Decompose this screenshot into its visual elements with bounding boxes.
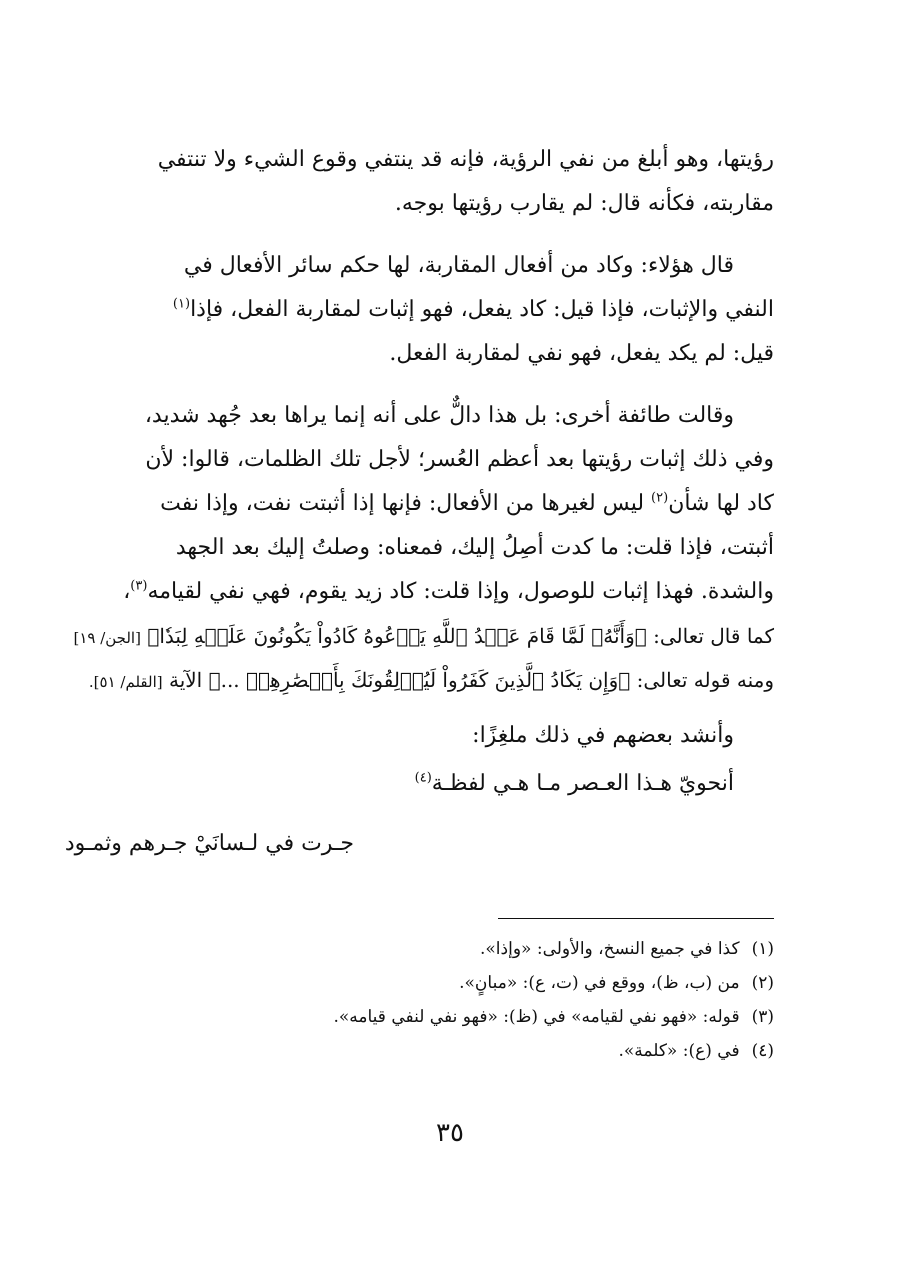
quran-line: [73, 614, 774, 658]
footnote-ref: (٣): [130, 578, 148, 594]
text-line: وقالت طائفة أخرى: بل هذا دالٌّ على أنه إنما يراها بعد جُهد شديد،: [144, 403, 734, 428]
footnote-text: من (ب، ظ)، ووقع في (ت، ع): «مبانٍ».: [459, 973, 740, 993]
footnote-number: (٤): [751, 1041, 774, 1061]
footnote: [126, 966, 774, 1000]
text-segment: النفي والإثبات، فإذا قيل: كاد يفعل، فهو إثبات لمقاربة الفعل، فإذا: [190, 297, 774, 322]
text-segment: كاد لها شأن: [668, 491, 774, 516]
footnote: [126, 932, 774, 966]
text-line: أثبتت، فإذا قلت: ما كدت أصِلُ إليك، فمعناه: وصلتُ إليك بعد الجهد: [175, 535, 774, 560]
text-line: قيل: لم يكد يفعل، فهو نفي لمقاربة الفعل.: [389, 341, 774, 366]
text-line: رؤيتها، وهو أبلغ من نفي الرؤية، فإنه قد ينتفي وقوع الشيء ولا تنتفي: [157, 147, 774, 172]
text-line: قال هؤلاء: وكاد من أفعال المقاربة، لها حكم سائر الأفعال في: [183, 253, 734, 278]
quran-line: [88, 658, 774, 702]
page-number: ٣٥: [436, 1118, 464, 1148]
footnote: [126, 1000, 774, 1034]
verse-reference: [القلم/ ٥١].: [88, 673, 163, 691]
footnote-ref: (٤): [414, 770, 432, 786]
quran-verse: كما قال تعالى: ﴿وَأَنَّهُۥ لَمَّا قَامَ عَبۡدُ ٱللَّهِ يَدۡعُوهُ كَادُواْ يَكُونُونَ عَلَيۡهِ لِبَدٗا﴾: [147, 624, 774, 648]
text-segment: والشدة. فهذا إثبات للوصول، وإذا قلت: كاد زيد يقوم، فهي نفي لقيامه: [147, 579, 774, 604]
text-segment: أنحويّ هـذا العـصر مـا هـي لفظـة: [431, 771, 734, 796]
text-line: مقاربته، فكأنه قال: لم يقارب رؤيتها بوجه.: [394, 191, 774, 216]
text-segment: ليس لغيرها من الأفعال: فإنها إذا أثبتت نفت، وإذا نفت: [160, 491, 645, 516]
footnote-ref: (٢): [651, 490, 669, 506]
footnote-text: كذا في جميع النسخ، والأولى: «وإذا».: [480, 939, 740, 959]
footnote-separator: [498, 918, 774, 919]
poem-verse-second-half: جـرت في لـسانَيْ جـرهم وثمـود: [64, 831, 354, 856]
text-line: وأنشد بعضهم في ذلك ملغِزًا:: [472, 723, 734, 748]
footnote: [126, 1034, 774, 1068]
text-line: وفي ذلك إثبات رؤيتها بعد أعظم العُسر؛ لأجل تلك الظلمات، قالوا: لأن: [145, 447, 774, 472]
footnote-number: (١): [751, 939, 774, 959]
text-line: [126, 482, 774, 526]
footnote-number: (٢): [751, 973, 774, 993]
text-line: [123, 570, 774, 614]
footnotes: [126, 932, 774, 1068]
footnote-text: قوله: «فهو نفي لقيامه» في (ظ): «فهو نفي لنفي قيامه».: [333, 1007, 740, 1027]
quran-verse: ومنه قوله تعالى: ﴿وَإِن يَكَادُ ٱلَّذِينَ كَفَرُواْ لَيُزۡلِقُونَكَ بِأَبۡصَٰرِهِمۡ ...﴾ الآية: [168, 668, 774, 692]
poem-verse-first-half: [126, 760, 774, 808]
main-text: [64, 138, 774, 868]
footnote-number: (٣): [751, 1007, 774, 1027]
text-line: [126, 288, 774, 332]
text-segment: ،: [123, 579, 131, 604]
footnote-text: في (ع): «كلمة».: [618, 1041, 740, 1061]
footnote-ref: (١): [172, 296, 191, 312]
verse-reference: [الجن/ ١٩]: [73, 629, 141, 647]
